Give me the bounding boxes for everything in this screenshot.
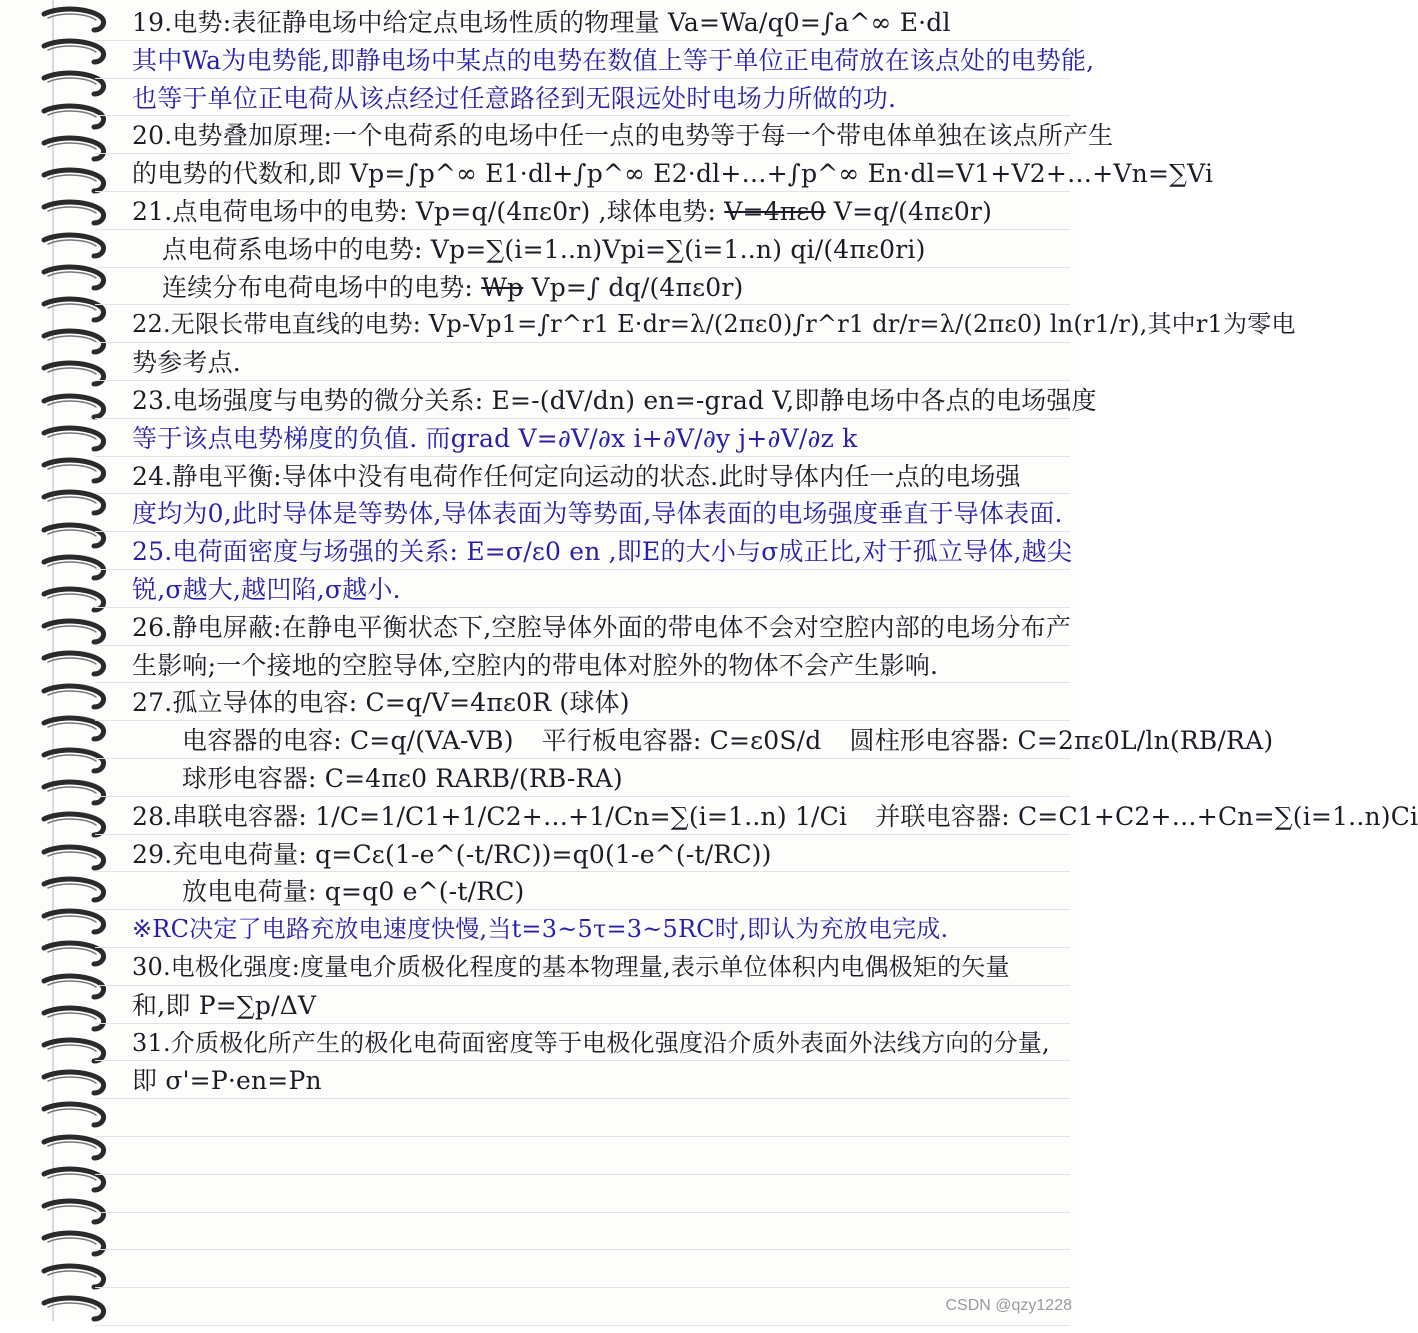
struck-out-text: V=4πε0 [724, 196, 826, 226]
note-title: 26.静电屏蔽:在静电平衡状态下,空腔导体外面的带电体不会对空腔内部的电场分布产 [132, 612, 1072, 642]
note-27 [132, 684, 1274, 797]
ruled-line [95, 1136, 1070, 1137]
note-26 [132, 609, 1072, 685]
note-29 [132, 836, 1032, 949]
note-24 [132, 458, 1063, 534]
note-28 [132, 798, 1418, 836]
note-text: 其中Wa为电势能,即静电场中某点的电势在数值上等于单位正电荷放在该点处的电势能, [132, 45, 1095, 75]
note-text: 也等于单位正电荷从该点经过任意路径到无限远处时电场力所做的功. [132, 83, 897, 113]
note-title [132, 798, 1418, 836]
struck-out-text: Wp [481, 272, 524, 302]
note-title: 20.电势叠加原理:一个电荷系的电场中任一点的电势等于每一个带电体单独在该点所产生 [132, 121, 1114, 151]
ruled-line [95, 1212, 1070, 1213]
note-formula [132, 269, 1032, 307]
binding-ring [40, 1293, 112, 1333]
watermark: CSDN @qzy1228 [945, 1297, 1072, 1314]
ruled-line [95, 1249, 1070, 1250]
note-title: 23.电场强度与电势的微分关系: E=-(dV/dn) en=-grad V,即静电场中各点的电场强度 [132, 385, 1097, 415]
note-text: 生影响;一个接地的空腔导体,空腔内的带电体对腔外的物体不会产生影响. [132, 650, 939, 680]
note-title: 19.电势:表征静电场中给定点电场性质的物理量 Va=Wa/q0=∫a^∞ E·dl [132, 8, 951, 37]
note-22 [132, 306, 1296, 382]
note-formula: 圆柱形电容器: C=2πε0L/ln(RB/RA) [849, 726, 1274, 756]
note-title [132, 193, 1032, 231]
note-formula: V=q/(4πε0r) [833, 196, 993, 226]
ruled-line [95, 1325, 1070, 1326]
note-formula: 的电势的代数和,即 Vp=∫p^∞ E1·dl+∫p^∞ E2·dl+…+∫p^∞ En·dl=V1+V2+…+Vn=∑Vi [132, 159, 1214, 189]
note-31 [132, 1025, 1050, 1101]
note-formula: 即 σ'=P·en=Pn [132, 1066, 322, 1096]
note-remark: ※RC决定了电路充放电速度快慢,当t=3~5τ=3~5RC时,即认为充放电完成. [132, 915, 949, 944]
note-formula-row [132, 722, 1274, 760]
notes-content [132, 4, 1418, 1100]
note-text: 势参考点. [132, 348, 241, 378]
ruled-line [95, 1174, 1070, 1175]
note-formula: 电容器的电容: C=q/(VA-VB) [182, 726, 514, 756]
note-title: 29.充电电荷量: q=Cε(1-e^(-t/RC))=q0(1-e^(-t/RC)) [132, 839, 772, 869]
note-21 [132, 193, 1032, 306]
note-text: 等于该点电势梯度的负值. 而grad V=∂V/∂x i+∂V/∂y j+∂V/∂z k [132, 423, 858, 453]
note-formula: 28.串联电容器: 1/C=1/C1+1/C2+…+1/Cn=∑(i=1..n) 1/Ci [132, 801, 848, 831]
note-title-text: 21.点电荷电场中的电势: Vp=q/(4πε0r) ,球体电势: [132, 196, 717, 226]
note-23 [132, 382, 1097, 458]
note-25 [132, 533, 1073, 609]
note-text: 连续分布电荷电场中的电势: [162, 272, 474, 302]
note-formula: 并联电容器: C=C1+C2+…+Cn=∑(i=1..n)Ci [875, 801, 1418, 831]
note-text: 度均为0,此时导体是等势体,导体表面为等势面,导体表面的电场强度垂直于导体表面. [132, 499, 1063, 529]
spiral-binding-icon [40, 0, 112, 1321]
note-title: 30.电极化强度:度量电介质极化程度的基本物理量,表示单位体积内电偶极矩的矢量 [132, 952, 1010, 981]
note-title: 31.介质极化所产生的极化电荷面密度等于电极化强度沿介质外表面外法线方向的分量, [132, 1028, 1050, 1057]
note-19 [132, 4, 1095, 117]
note-title: 25.电荷面密度与场强的关系: E=σ/ε0 en ,即E的大小与σ成正比,对于孤立导体,越尖 [132, 537, 1073, 567]
note-formula: 平行板电容器: C=ε0S/d [541, 726, 822, 756]
note-20 [132, 117, 1214, 193]
note-formula: 球形电容器: C=4πε0 RARB/(RB-RA) [182, 763, 623, 793]
note-formula: 点电荷系电场中的电势: Vp=∑(i=1..n)Vpi=∑(i=1..n) qi/(4πε0ri) [162, 234, 926, 264]
note-title: 24.静电平衡:导体中没有电荷作任何定向运动的状态.此时导体内任一点的电场强 [132, 461, 1021, 491]
note-title: 22.无限长带电直线的电势: Vp-Vp1=∫r^r1 E·dr=λ/(2πε0)∫r^r1 dr/r=λ/(2πε0) ln(r1/r),其中r1为零电 [132, 310, 1296, 339]
note-text: 锐,σ越大,越凹陷,σ越小. [132, 574, 401, 604]
spiral-binding [0, 0, 110, 1321]
note-formula: 放电电荷量: q=q0 e^(-t/RC) [182, 877, 525, 907]
ruled-line [95, 1287, 1070, 1288]
note-formula: 和,即 P=∑p/ΔV [132, 990, 317, 1020]
note-title: 27.孤立导体的电容: C=q/V=4πε0R (球体) [132, 688, 630, 718]
note-30 [132, 949, 1032, 1025]
note-formula-value: Vp=∫ dq/(4πε0r) [531, 272, 744, 302]
